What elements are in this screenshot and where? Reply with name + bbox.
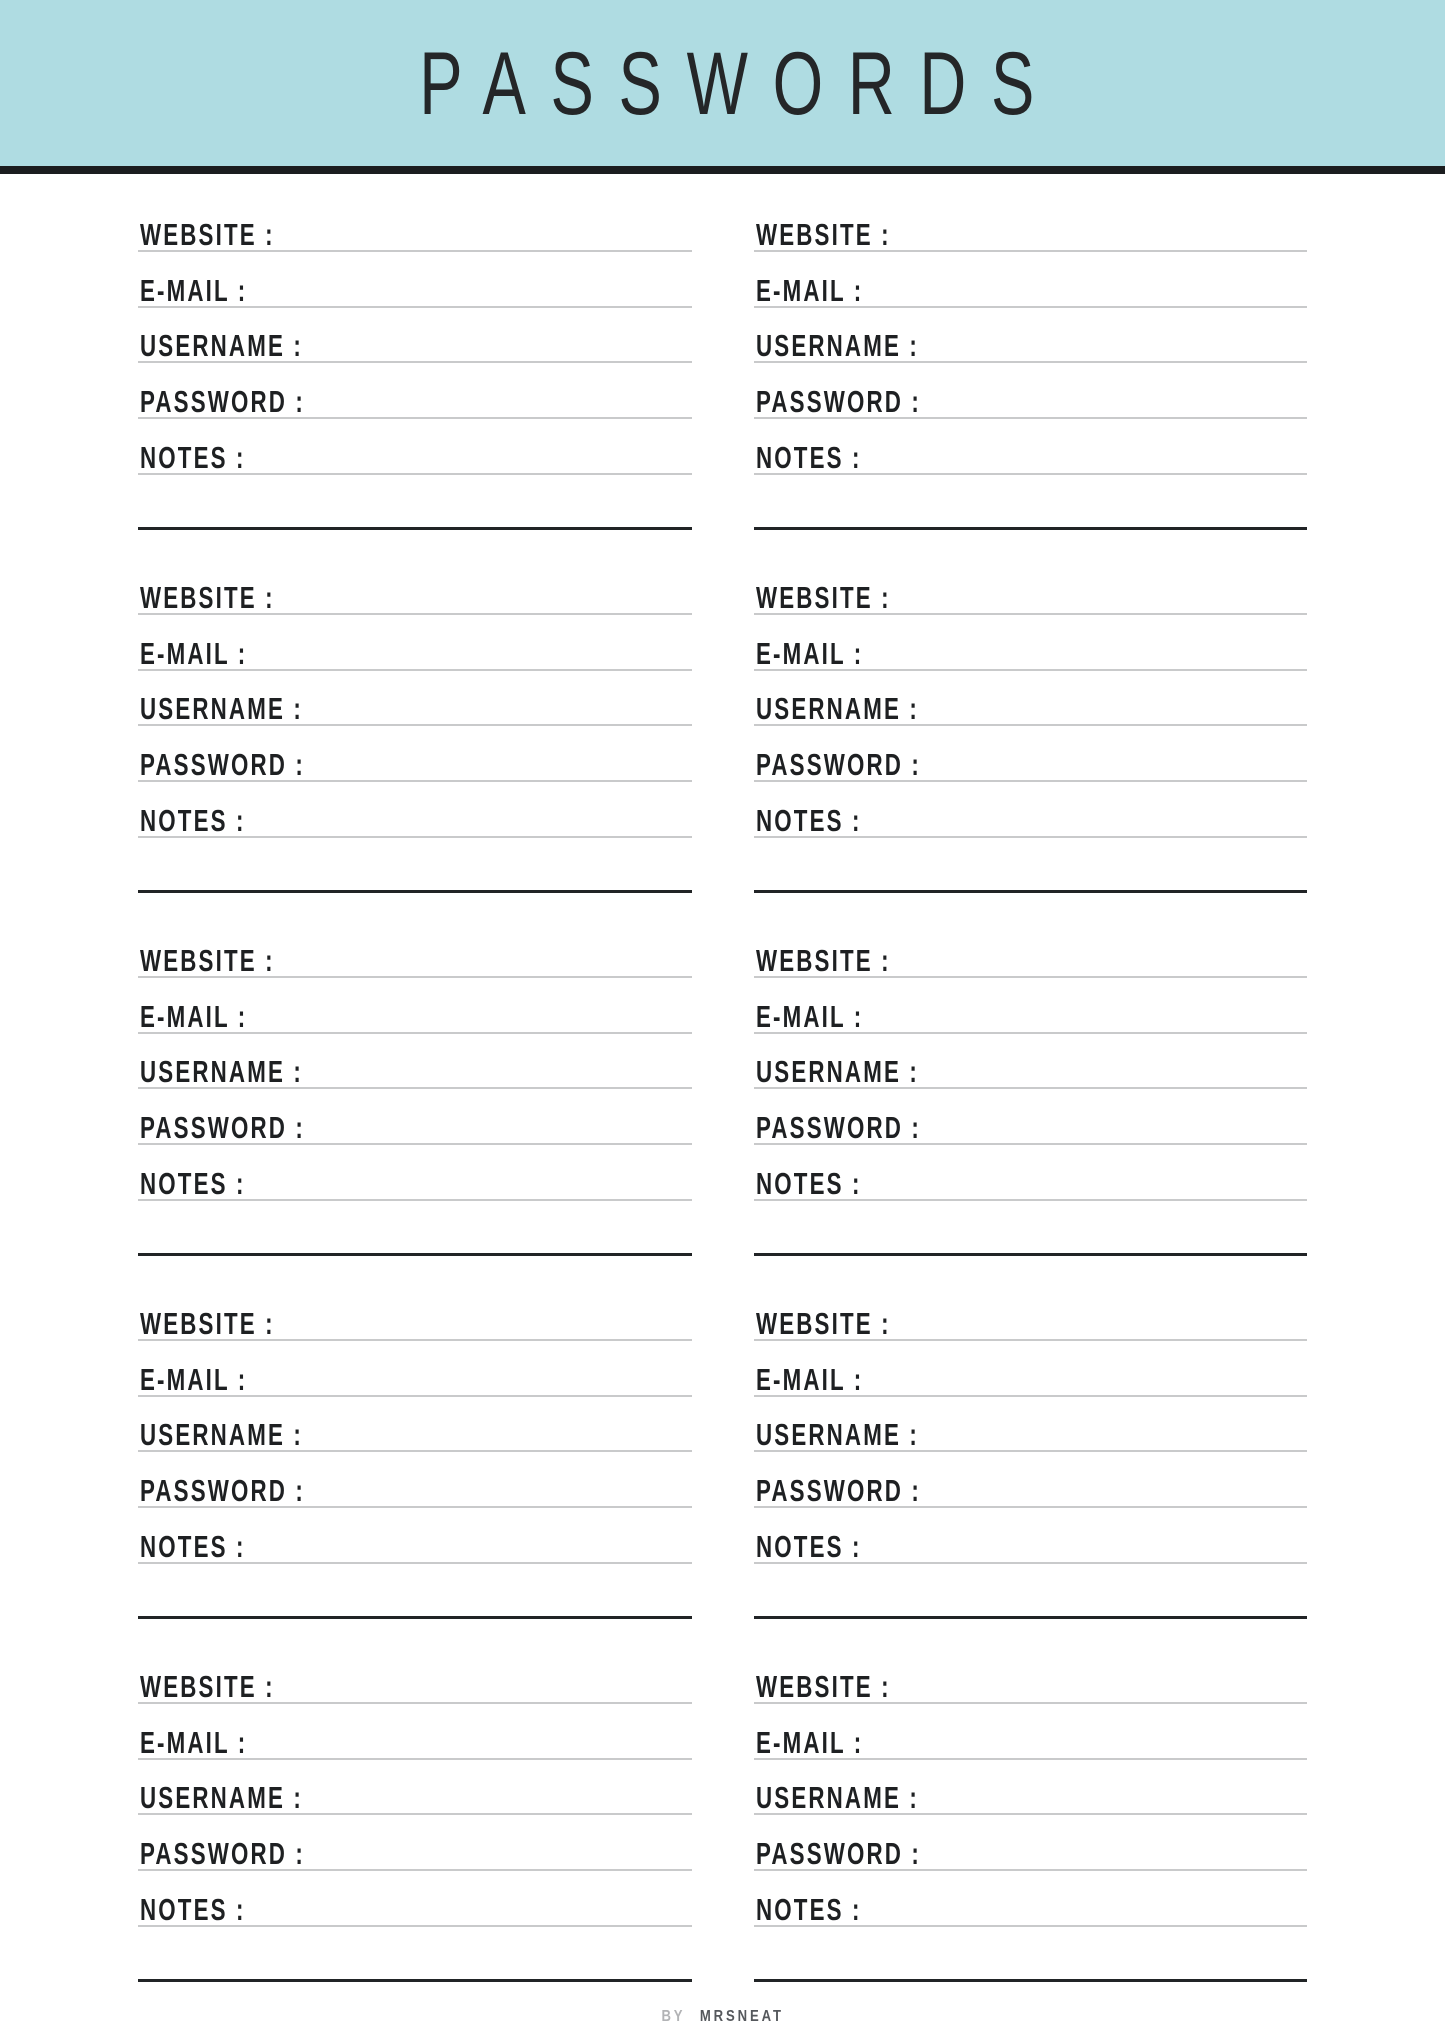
field-notes <box>754 439 1308 499</box>
username-input-line[interactable] <box>138 1789 692 1815</box>
password-entry <box>754 943 1308 1309</box>
entry-separator <box>138 1616 692 1619</box>
username-label: USERNAME : <box>140 1417 303 1453</box>
field-email <box>754 635 1308 695</box>
entry-separator <box>754 527 1308 530</box>
email-input-line[interactable] <box>754 1371 1308 1397</box>
email-input-line[interactable] <box>754 645 1308 671</box>
website-label: WEBSITE : <box>140 217 275 252</box>
field-website <box>138 1306 692 1365</box>
email-label: E-MAIL : <box>140 998 248 1034</box>
website-input-line[interactable] <box>754 1315 1308 1341</box>
password-label: PASSWORD : <box>755 1110 921 1146</box>
field-password <box>138 384 692 443</box>
email-input-line[interactable] <box>754 282 1308 308</box>
password-input-line[interactable] <box>138 1482 692 1508</box>
website-label: WEBSITE : <box>140 1669 275 1704</box>
notes-label: NOTES : <box>140 1165 246 1201</box>
notes-label: NOTES : <box>755 802 862 838</box>
username-label: USERNAME : <box>755 1417 919 1453</box>
field-website <box>754 580 1308 639</box>
field-password <box>138 747 692 806</box>
field-website <box>754 1669 1308 1728</box>
field-password <box>138 1473 692 1532</box>
footer-brand-name: MRSNEAT <box>699 2008 784 2025</box>
email-label: E-MAIL : <box>140 272 248 308</box>
footer <box>0 2008 1445 2026</box>
password-input-line[interactable] <box>754 1482 1308 1508</box>
username-input-line[interactable] <box>754 1789 1308 1815</box>
notes-input-line[interactable] <box>138 1538 692 1564</box>
email-label: E-MAIL : <box>755 998 863 1034</box>
field-website <box>138 943 692 1002</box>
field-notes <box>754 1891 1308 1951</box>
email-input-line[interactable] <box>754 1008 1308 1034</box>
field-username <box>754 1417 1308 1476</box>
password-input-line[interactable] <box>138 1119 692 1145</box>
entry-separator <box>754 890 1308 893</box>
username-input-line[interactable] <box>754 337 1308 363</box>
username-label: USERNAME : <box>755 691 919 727</box>
email-input-line[interactable] <box>138 1008 692 1034</box>
field-notes <box>754 1528 1308 1588</box>
email-label: E-MAIL : <box>755 635 863 671</box>
website-label: WEBSITE : <box>755 217 891 252</box>
username-label: USERNAME : <box>755 1054 919 1090</box>
field-password <box>754 384 1308 443</box>
notes-input-line[interactable] <box>754 812 1308 838</box>
password-label: PASSWORD : <box>140 1110 306 1146</box>
field-username <box>754 691 1308 750</box>
field-email <box>138 998 692 1058</box>
field-email <box>754 998 1308 1058</box>
website-input-line[interactable] <box>754 1678 1308 1704</box>
field-notes <box>138 802 692 862</box>
email-label: E-MAIL : <box>140 635 248 671</box>
website-label: WEBSITE : <box>755 580 891 615</box>
username-label: USERNAME : <box>755 328 919 364</box>
website-input-line[interactable] <box>754 589 1308 615</box>
password-entry <box>138 580 692 946</box>
username-input-line[interactable] <box>754 1426 1308 1452</box>
password-input-line[interactable] <box>754 1845 1308 1871</box>
entry-separator <box>138 890 692 893</box>
password-input-line[interactable] <box>754 1119 1308 1145</box>
field-username <box>754 1780 1308 1839</box>
notes-input-line[interactable] <box>754 1901 1308 1927</box>
field-password <box>754 1110 1308 1169</box>
field-website <box>138 580 692 639</box>
password-label: PASSWORD : <box>140 384 306 420</box>
notes-input-line[interactable] <box>754 1538 1308 1564</box>
email-input-line[interactable] <box>138 1734 692 1760</box>
field-email <box>138 1724 692 1784</box>
notes-label: NOTES : <box>755 439 862 475</box>
email-label: E-MAIL : <box>755 1361 863 1397</box>
website-input-line[interactable] <box>754 952 1308 978</box>
field-notes <box>138 439 692 499</box>
username-label: USERNAME : <box>140 691 303 727</box>
username-input-line[interactable] <box>754 700 1308 726</box>
password-input-line[interactable] <box>138 1845 692 1871</box>
notes-label: NOTES : <box>755 1891 862 1927</box>
website-label: WEBSITE : <box>140 580 275 615</box>
website-input-line[interactable] <box>754 226 1308 252</box>
website-input-line[interactable] <box>138 1315 692 1341</box>
field-notes <box>138 1165 692 1225</box>
username-input-line[interactable] <box>138 337 692 363</box>
username-input-line[interactable] <box>138 1426 692 1452</box>
field-username <box>138 328 692 387</box>
email-label: E-MAIL : <box>755 272 863 308</box>
website-input-line[interactable] <box>138 952 692 978</box>
page-title: PASSWORDS <box>419 32 1060 133</box>
password-entry <box>138 1306 692 1672</box>
field-notes <box>754 1165 1308 1225</box>
password-label: PASSWORD : <box>755 1473 921 1509</box>
password-label: PASSWORD : <box>755 384 921 420</box>
notes-label: NOTES : <box>140 439 246 475</box>
website-label: WEBSITE : <box>755 1669 891 1704</box>
notes-label: NOTES : <box>140 802 246 838</box>
password-label: PASSWORD : <box>755 747 921 783</box>
entry-separator <box>138 527 692 530</box>
field-email <box>138 272 692 332</box>
password-entry <box>754 217 1308 583</box>
field-website <box>754 1306 1308 1365</box>
password-entry <box>138 943 692 1309</box>
field-website <box>138 217 692 276</box>
notes-input-line[interactable] <box>138 812 692 838</box>
footer-credit <box>661 2008 783 2026</box>
field-email <box>754 1724 1308 1784</box>
field-website <box>754 217 1308 276</box>
header-banner <box>0 0 1445 166</box>
password-label: PASSWORD : <box>755 1836 921 1872</box>
entries-grid <box>138 217 1307 2035</box>
notes-label: NOTES : <box>755 1528 862 1564</box>
field-email <box>754 1361 1308 1421</box>
email-input-line[interactable] <box>138 282 692 308</box>
email-input-line[interactable] <box>754 1734 1308 1760</box>
password-entry <box>138 217 692 583</box>
notes-input-line[interactable] <box>138 1175 692 1201</box>
website-label: WEBSITE : <box>140 1306 275 1341</box>
field-username <box>138 1417 692 1476</box>
field-email <box>138 635 692 695</box>
entry-separator <box>138 1253 692 1256</box>
field-email <box>754 272 1308 332</box>
field-password <box>754 747 1308 806</box>
notes-input-line[interactable] <box>138 449 692 475</box>
field-password <box>138 1836 692 1895</box>
notes-input-line[interactable] <box>754 449 1308 475</box>
field-notes <box>138 1528 692 1588</box>
website-label: WEBSITE : <box>140 943 275 978</box>
website-label: WEBSITE : <box>755 943 891 978</box>
username-label: USERNAME : <box>140 1054 303 1090</box>
entry-separator <box>138 1979 692 1982</box>
field-notes <box>754 802 1308 862</box>
username-input-line[interactable] <box>138 1063 692 1089</box>
username-input-line[interactable] <box>138 700 692 726</box>
website-label: WEBSITE : <box>755 1306 891 1341</box>
field-website <box>138 1669 692 1728</box>
website-input-line[interactable] <box>138 589 692 615</box>
field-username <box>754 1054 1308 1113</box>
field-password <box>138 1110 692 1169</box>
field-password <box>754 1836 1308 1895</box>
email-input-line[interactable] <box>138 1371 692 1397</box>
field-password <box>754 1473 1308 1532</box>
notes-label: NOTES : <box>755 1165 862 1201</box>
password-entry <box>138 1669 692 2035</box>
email-input-line[interactable] <box>138 645 692 671</box>
field-username <box>138 691 692 750</box>
password-label: PASSWORD : <box>140 747 306 783</box>
password-input-line[interactable] <box>138 393 692 419</box>
password-label: PASSWORD : <box>140 1473 306 1509</box>
password-entry <box>754 580 1308 946</box>
email-label: E-MAIL : <box>140 1361 248 1397</box>
header-rule <box>0 166 1445 174</box>
password-input-line[interactable] <box>754 756 1308 782</box>
email-label: E-MAIL : <box>140 1724 248 1760</box>
website-input-line[interactable] <box>138 1678 692 1704</box>
username-input-line[interactable] <box>754 1063 1308 1089</box>
password-input-line[interactable] <box>754 393 1308 419</box>
notes-input-line[interactable] <box>138 1901 692 1927</box>
username-label: USERNAME : <box>140 1780 303 1816</box>
username-label: USERNAME : <box>755 1780 919 1816</box>
field-notes <box>138 1891 692 1951</box>
notes-label: NOTES : <box>140 1891 246 1927</box>
email-label: E-MAIL : <box>755 1724 863 1760</box>
password-input-line[interactable] <box>138 756 692 782</box>
password-entry <box>754 1669 1308 2035</box>
field-username <box>138 1780 692 1839</box>
notes-label: NOTES : <box>140 1528 246 1564</box>
website-input-line[interactable] <box>138 226 692 252</box>
field-username <box>754 328 1308 387</box>
entry-separator <box>754 1253 1308 1256</box>
entry-separator <box>754 1616 1308 1619</box>
notes-input-line[interactable] <box>754 1175 1308 1201</box>
field-username <box>138 1054 692 1113</box>
password-entry <box>754 1306 1308 1672</box>
field-website <box>754 943 1308 1002</box>
password-label: PASSWORD : <box>140 1836 306 1872</box>
footer-by-label: BY <box>661 2008 686 2025</box>
username-label: USERNAME : <box>140 328 303 364</box>
field-email <box>138 1361 692 1421</box>
entry-separator <box>754 1979 1308 1982</box>
